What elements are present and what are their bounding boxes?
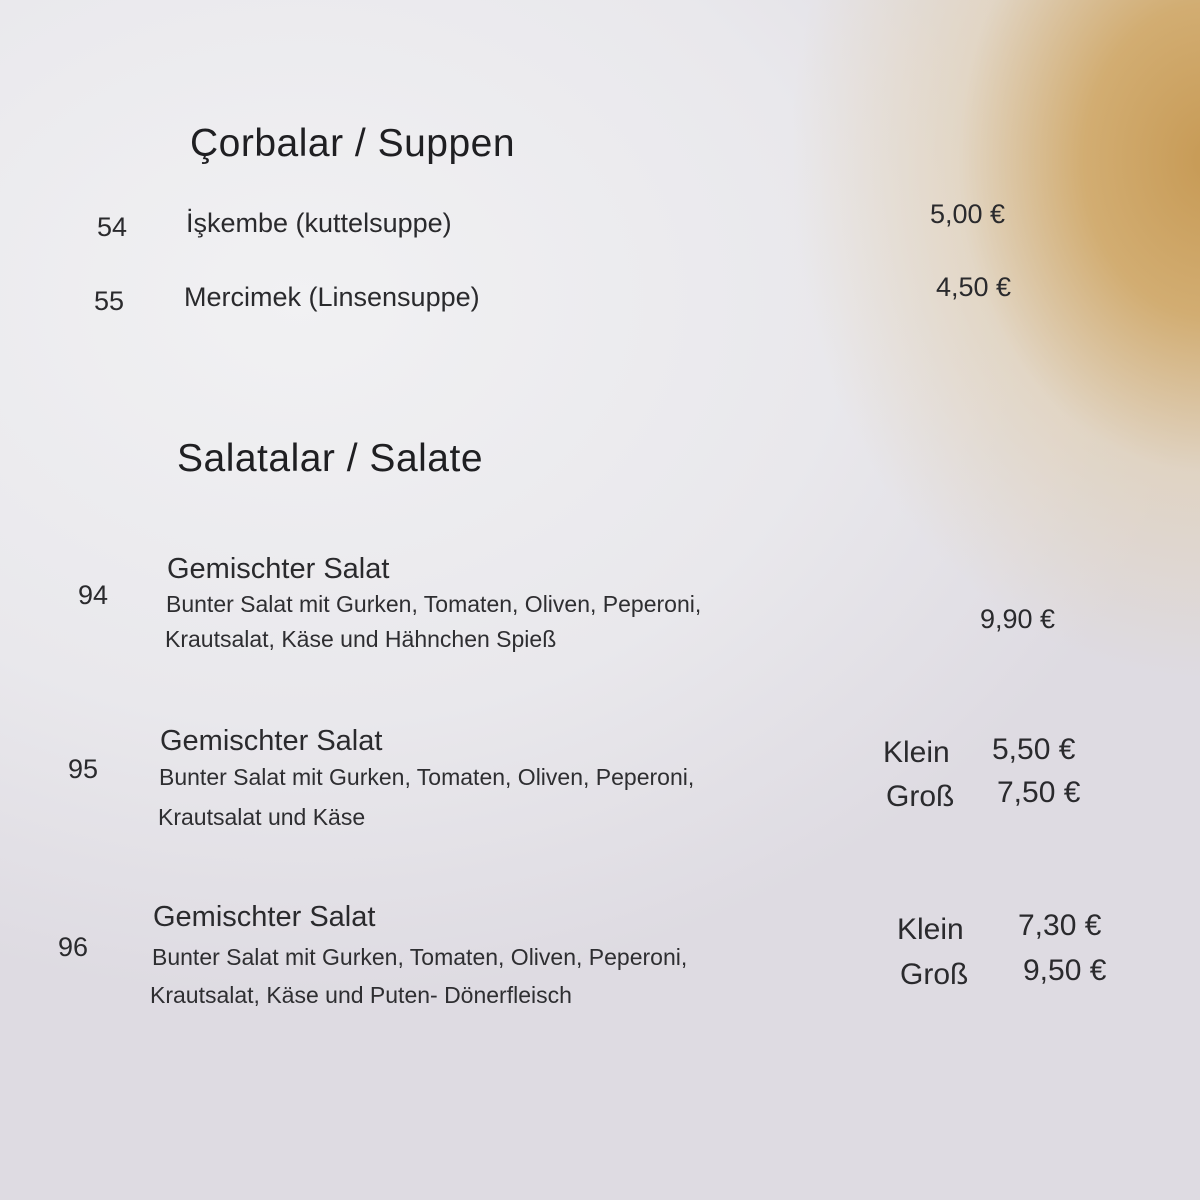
item-number: 94: [78, 580, 109, 610]
item-name: Gemischter Salat: [160, 725, 383, 757]
item-description-line1: Bunter Salat mit Gurken, Tomaten, Oliven, Peperoni,: [152, 944, 688, 970]
size-price-small: 7,30 €: [1018, 909, 1102, 942]
size-label-small: Klein: [897, 913, 964, 946]
item-name: Mercimek (Linsensuppe): [184, 282, 480, 312]
item-price: 5,00 €: [930, 199, 1006, 229]
item-description-line1: Bunter Salat mit Gurken, Tomaten, Oliven, Peperoni,: [159, 764, 695, 790]
item-price: 9,90 €: [980, 604, 1056, 634]
item-price: 4,50 €: [936, 272, 1012, 302]
item-number: 54: [97, 212, 128, 242]
item-number: 96: [58, 932, 89, 962]
item-number: 95: [68, 754, 99, 784]
item-description-line2: Krautsalat, Käse und Hähnchen Spieß: [165, 626, 557, 652]
item-number: 55: [94, 286, 125, 316]
section-title-salads: Salatalar / Salate: [177, 437, 484, 480]
section-title-soups: Çorbalar / Suppen: [190, 122, 516, 165]
size-label-small: Klein: [883, 736, 950, 769]
item-description-line1: Bunter Salat mit Gurken, Tomaten, Oliven, Peperoni,: [166, 591, 702, 617]
size-label-large: Groß: [886, 780, 955, 813]
size-price-large: 7,50 €: [997, 776, 1081, 809]
size-label-large: Groß: [900, 958, 969, 991]
item-description-line2: Krautsalat, Käse und Puten- Dönerfleisch: [150, 982, 572, 1008]
item-description-line2: Krautsalat und Käse: [158, 804, 366, 830]
size-price-small: 5,50 €: [992, 733, 1076, 766]
item-name: Gemischter Salat: [167, 553, 390, 585]
item-name: Gemischter Salat: [153, 901, 376, 933]
item-name: İşkembe (kuttelsuppe): [186, 208, 452, 238]
size-price-large: 9,50 €: [1023, 954, 1107, 987]
